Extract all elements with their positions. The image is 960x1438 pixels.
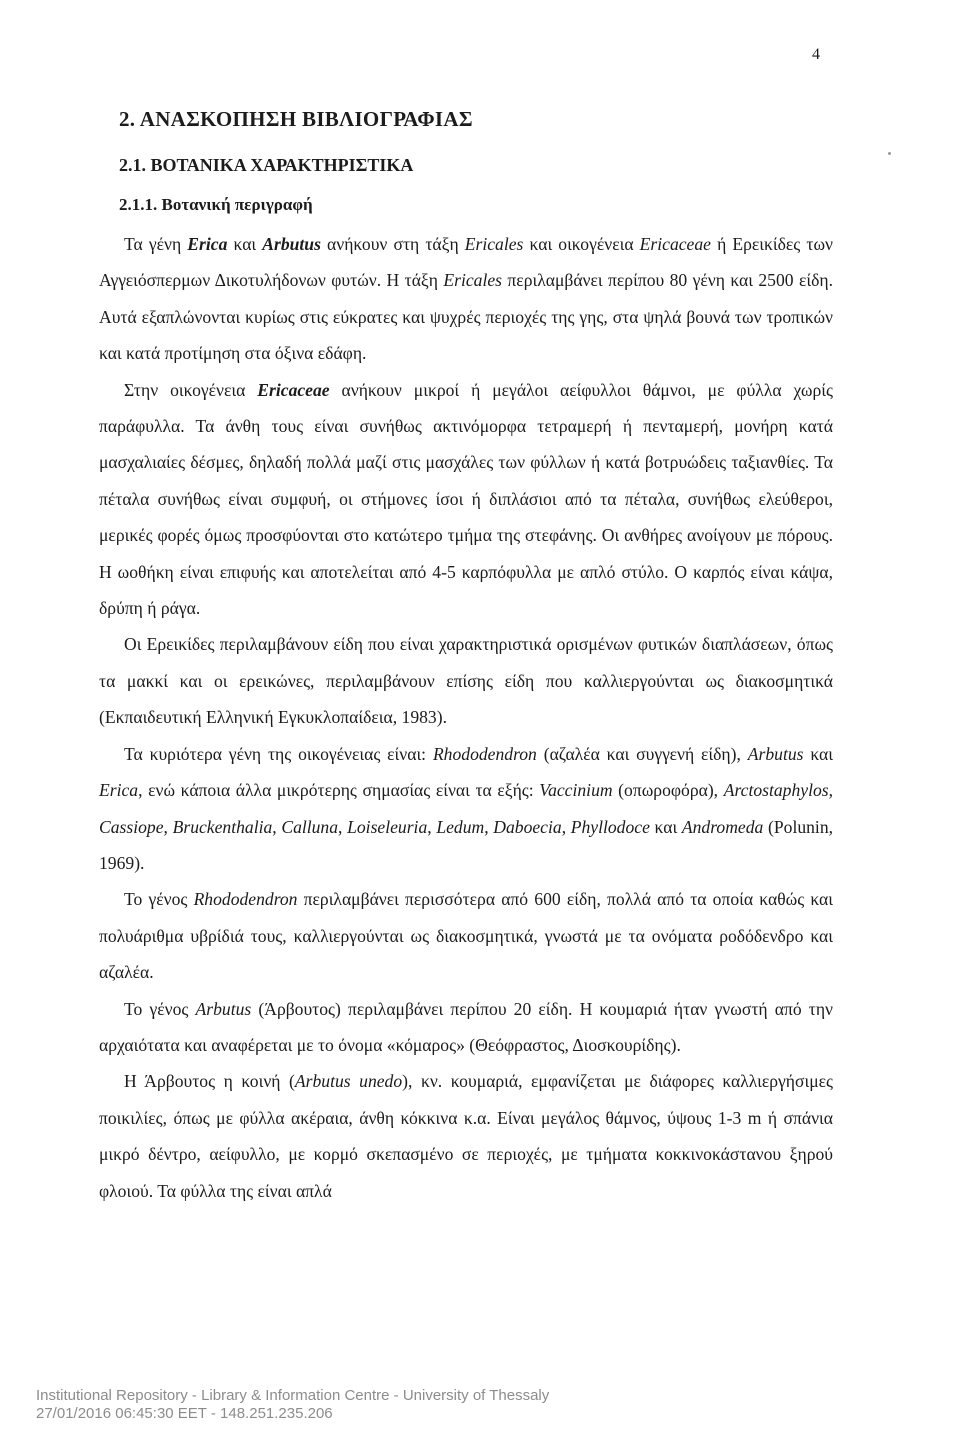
- paragraph-3: [99, 626, 833, 735]
- text-run: ανήκουν μικροί ή μεγάλοι αείφυλλοι θάμνοι, με φύλλα χωρίς παράφυλλα. Τα άνθη τους είναι συνήθως ακτινόμορφα τετραμερή ή πενταμερή, μονήρη κατά μασχαλιαίες δέσμες, δηλαδή πολλά μαζί στις μασχάλες των φύλλων ή κατά βοτρυώδεις ταξιανθίες. Τα πέταλα συνήθως είναι συμφυή, οι στήμονες ίσοι ή διπλάσιοι από τα πέταλα, συνήθως ελεύθεροι, μερικές φορές όμως προσφύονται στο κατώτερο τμήμα της στεφάνης. Οι ανθήρες ανοίγουν με πόρους. Η ωοθήκη είναι επιφυής και αποτελείται από 4-5 καρπόφυλλα με απλό στύλο. Ο καρπός είναι κάψα, δρύπη ή ράγα.: [99, 379, 833, 619]
- body-text: [99, 226, 833, 1209]
- paragraph-5: [99, 881, 833, 990]
- text-run: και: [803, 743, 834, 764]
- text-run: (αζαλέα και συγγενή είδη),: [536, 743, 748, 764]
- paragraph-2: [99, 372, 833, 627]
- genus-name: Arbutus: [262, 234, 321, 254]
- paragraph-4: [99, 736, 833, 882]
- genus-name: Erica: [99, 780, 139, 801]
- genus-name: Vaccinium: [539, 780, 613, 801]
- text-run: Τα γένη: [124, 234, 188, 254]
- text-run: ,: [427, 816, 437, 837]
- paragraph-1: [99, 226, 833, 372]
- text-run: περιλαμβάνει περίπου 80 γένη και 2500 είδη. Αυτά εξαπλώνονται κυρίως στις εύκρατες και ψυχρές περιοχές της γης, στα ψηλά βουνά των τροπικών και κατά προτίμηση στα όξινα εδάφη.: [99, 270, 833, 364]
- genus-name: Rhododendron: [193, 889, 298, 910]
- text-run: ), κν. κουμαριά, εμφανίζεται με διάφορες καλλιεργήσιμες ποικιλίες, όπως με φύλλα ακέραια, άνθη κόκκινα κ.α. Είναι μεγάλος θάμνος, ύψους 1-3 m ή σπάνια μικρό δέντρο, αείφυλλο, με κορμό σκεπασμένο σε περιοχές, με τμήματα κοκκινοκάστανου ξηρού φλοιού. Τα φύλλα της είναι απλά: [99, 1071, 833, 1201]
- text-run: Τα κυριότερα γένη της οικογένειας είναι:: [124, 743, 433, 764]
- text-run: ή Ερεικίδες των Αγγειόσπερμων Δικοτυλήδονων φυτών. Η τάξη: [99, 234, 833, 291]
- text-run: ανήκουν στη τάξη: [320, 234, 465, 254]
- text-run: Η Άρβουτος η κοινή (: [124, 1071, 295, 1092]
- section-heading: 2.1. ΒΟΤΑΝΙΚΑ ΧΑΡΑΚΤΗΡΙΣΤΙΚΑ: [119, 155, 414, 175]
- genus-name: Andromeda: [681, 816, 764, 837]
- genus-name: Bruckenthalia: [172, 816, 273, 837]
- text-run: ,: [484, 816, 494, 837]
- genus-name: Daboecia: [493, 816, 562, 837]
- genus-name: Arbutus: [747, 743, 804, 764]
- genus-name: Phyllodoce: [570, 816, 650, 837]
- paragraph-7: [99, 1063, 833, 1209]
- text-run: (Άρβουτος) περιλαμβάνει περίπου 20 είδη. Η κουμαριά ήταν γνωστή από την αρχαιότατα και αναφέρεται με το όνομα «κόμαρος» (Θεόφραστος, Διοσκουρίδης).: [99, 998, 833, 1055]
- text-run: περιλαμβάνει περισσότερα από 600 είδη, πολλά από τα οποία καθώς και πολυάριθμα υβρίδιά τους, καλλιεργούνται ως διακοσμητικά, γνωστά με τα ονόματα ροδόδενδρο και αζαλέα.: [99, 889, 833, 983]
- genus-name: Erica: [187, 234, 228, 254]
- text-run: και: [227, 234, 263, 254]
- text-run: (Polunin, 1969).: [99, 816, 834, 873]
- text-run: και: [649, 816, 682, 837]
- text-run: ,: [272, 816, 282, 837]
- species-name: Arbutus unedo: [294, 1071, 403, 1092]
- footer-timestamp-line: 27/01/2016 06:45:30 EET - 148.251.235.206: [36, 1405, 333, 1422]
- family-name: Ericaceae: [257, 379, 330, 400]
- repository-footer: [36, 1387, 549, 1423]
- family-name: Ericaceae: [639, 234, 711, 254]
- text-run: και οικογένεια: [523, 234, 640, 254]
- text-run: (οπωροφόρα),: [612, 780, 724, 801]
- text-run: , ενώ κάποια άλλα μικρότερης σημασίας είναι τα εξής:: [138, 780, 540, 801]
- chapter-heading: 2. ΑΝΑΣΚΟΠΗΣΗ ΒΙΒΛΙΟΓΡΑΦΙΑΣ: [119, 107, 473, 131]
- text-run: ,: [561, 816, 571, 837]
- text-run: Το γένος: [124, 998, 196, 1019]
- text-run: Στην οικογένεια: [124, 379, 258, 400]
- scan-speck: [888, 152, 891, 155]
- page-number: 4: [812, 46, 820, 63]
- footer-repository-line: Institutional Repository - Library & Information Centre - University of Thessaly: [36, 1387, 550, 1404]
- text-run: Το γένος: [124, 889, 194, 910]
- text-run: Οι Ερεικίδες περιλαμβάνουν είδη που είναι χαρακτηριστικά ορισμένων φυτικών διαπλάσεων, όπως τα μακκί και οι ερεικώνες, περιλαμβάνουν επίσης είδη που καλλιεργούνται ως διακοσμητικά (Εκπαιδευτική Ελληνική Εγκυκλοπαίδεια, 1983).: [99, 634, 833, 728]
- genus-name: Arbutus: [195, 998, 252, 1019]
- text-run: ,: [163, 816, 173, 837]
- order-name: Ericales: [464, 234, 524, 254]
- genus-name: Ledum: [436, 816, 485, 837]
- order-name: Ericales: [443, 270, 503, 291]
- genus-name: Cassiope: [99, 816, 164, 837]
- paragraph-6: [99, 991, 833, 1064]
- genus-name: Calluna: [281, 816, 339, 837]
- text-run: ,: [338, 816, 348, 837]
- genus-name: Arctostaphylos: [723, 780, 829, 801]
- text-run: ,: [828, 780, 834, 801]
- subsection-heading: 2.1.1. Βοτανική περιγραφή: [119, 195, 313, 214]
- genus-name: Loiseleuria: [347, 816, 428, 837]
- genus-name: Rhododendron: [432, 743, 537, 764]
